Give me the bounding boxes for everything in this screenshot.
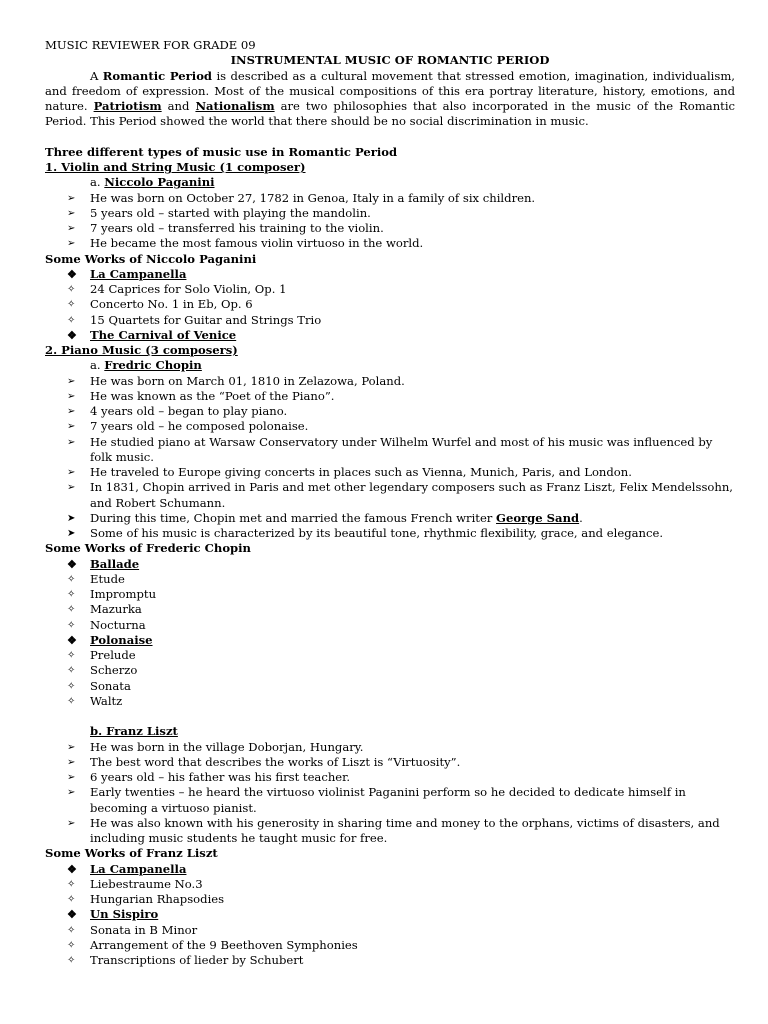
bullet-item: [45, 221, 735, 236]
arrow-bullet-icon: ➢: [67, 772, 76, 783]
bullet-text: Early twenties – he heard the virtuoso violinist Paganini perform so he decided to dedicate himself in becoming a virtuoso pianist.: [90, 785, 686, 815]
work-title: Waltz: [90, 693, 123, 708]
arrow-bullet-icon: ➢: [67, 817, 76, 829]
paganini-facts: [45, 191, 735, 252]
work-title: La Campanella: [90, 861, 187, 876]
arrow-bullet-icon: ➢: [67, 756, 76, 768]
arrow-bullet-icon: ➢: [67, 390, 76, 402]
bullet-text: In 1831, Chopin arrived in Paris and met other legendary composers such as Franz Liszt, Felix Mendelssohn, and Robert Schumann.: [90, 480, 733, 510]
arrow-bullet-icon: ➢: [67, 787, 76, 799]
composer-paganini: [45, 175, 735, 190]
work-item: [45, 938, 735, 953]
four-point-star-bullet-icon: ✧: [67, 573, 76, 585]
section-violin-heading: 1. Violin and String Music (1 composer): [45, 160, 306, 174]
work-title: Etude: [90, 571, 125, 586]
work-item: [45, 618, 735, 633]
work-item: [45, 953, 735, 968]
bullet-text: During this time, Chopin met and married the famous French writer: [90, 510, 493, 525]
bullet-text: 6 years old – his father was his first teacher.: [90, 770, 351, 784]
four-point-star-bullet-icon: ✧: [67, 955, 76, 966]
liszt-works: [45, 862, 735, 969]
term-nationalism: Nationalism: [195, 99, 275, 113]
work-title: Transcriptions of lieder by Schubert: [90, 953, 304, 967]
arrow-bullet-icon: ➤: [67, 512, 76, 524]
liszt-facts: [45, 740, 735, 847]
work-item: [45, 923, 735, 938]
work-title: La Campanella: [90, 266, 187, 281]
bullet-item: [45, 389, 735, 404]
arrow-bullet-icon: ➢: [67, 238, 76, 250]
arrow-bullet-icon: ➢: [67, 207, 76, 219]
bullet-item: [45, 404, 735, 419]
arrow-bullet-icon: ➢: [67, 406, 76, 417]
bullet-text: 7 years old – he composed polonaise.: [90, 419, 309, 434]
work-item: [45, 297, 735, 312]
paganini-works-heading: Some Works of Niccolo Paganini: [45, 251, 257, 266]
bullet-text: Some of his music is characterized by its beautiful tone, rhythmic flexibility, grace, and elegance.: [90, 526, 664, 540]
chopin-facts: [45, 374, 735, 511]
four-point-star-bullet-icon: ✧: [67, 604, 76, 616]
arrow-bullet-icon: ➢: [67, 421, 76, 433]
four-point-star-bullet-icon: ✧: [67, 284, 76, 295]
work-title: 24 Caprices for Solo Violin, Op. 1: [90, 282, 287, 296]
composer-chopin: [45, 358, 735, 373]
work-item: [45, 313, 735, 328]
intro-text: and: [167, 99, 190, 113]
bullet-item: [45, 465, 735, 480]
bullet-item: [45, 236, 735, 251]
four-point-star-bullet-icon: ✧: [67, 650, 76, 661]
work-title: Hungarian Rhapsodies: [90, 892, 225, 906]
work-item: [45, 679, 735, 694]
four-point-star-bullet-icon: ✧: [67, 589, 76, 600]
arrow-bullet-icon: ➢: [67, 741, 76, 753]
work-item: [45, 587, 735, 602]
bullet-item: [45, 435, 735, 466]
work-item: [45, 877, 735, 892]
bullet-item: [45, 480, 735, 511]
work-item: [45, 862, 735, 877]
work-title: Scherzo: [90, 663, 138, 678]
work-item: [45, 633, 735, 648]
composer-name: Fredric Chopin: [104, 358, 202, 373]
work-title: Mazurka: [90, 602, 142, 617]
term-george-sand: George Sand: [496, 510, 580, 525]
chopin-works: [45, 557, 735, 710]
bullet-text: He was born on October 27, 1782 in Genoa, Italy in a family of six children.: [90, 190, 536, 205]
bullet-item: [45, 511, 735, 526]
four-point-star-bullet-icon: ✧: [67, 695, 76, 707]
diamond-bullet-icon: ❖: [67, 862, 77, 876]
work-title: Impromptu: [90, 587, 157, 601]
bullet-item: [45, 374, 735, 389]
intro-text: are two philosophies that also incorporated in the music of the Romantic Period. This Period showed the world that there should be no social discrimination in music.: [45, 99, 736, 129]
document-header: MUSIC REVIEWER FOR GRADE 09: [45, 38, 256, 52]
bullet-text: He became the most famous violin virtuoso in the world.: [90, 236, 424, 251]
diamond-bullet-icon: ❖: [67, 328, 77, 342]
work-title: Concerto No. 1 in Eb, Op. 6: [90, 297, 253, 312]
bullet-text: 7 years old – transferred his training to the violin.: [90, 221, 384, 235]
bullet-item: [45, 816, 735, 847]
arrow-bullet-icon: ➢: [67, 192, 76, 204]
four-point-star-bullet-icon: ✧: [67, 680, 76, 692]
term-romantic-period: Romantic Period: [102, 68, 213, 83]
intro-paragraph: [45, 69, 735, 130]
composer-name: Niccolo Paganini: [104, 175, 215, 190]
section-piano-heading: 2. Piano Music (3 composers): [45, 343, 238, 357]
work-title: Polonaise: [90, 632, 153, 647]
four-point-star-bullet-icon: ✧: [67, 299, 76, 311]
work-title: Ballade: [90, 556, 140, 571]
work-title: Sonata in B Minor: [90, 922, 198, 937]
bullet-item: [45, 755, 735, 770]
bullet-text: He was known as the “Poet of the Piano”.: [90, 388, 335, 403]
bullet-text: He was born on March 01, 1810 in Zelazowa, Poland.: [90, 373, 405, 388]
four-point-star-bullet-icon: ✧: [67, 878, 76, 890]
work-item: [45, 602, 735, 617]
work-item: [45, 267, 735, 282]
four-point-star-bullet-icon: ✧: [67, 924, 76, 936]
work-title: Liebestraume No.3: [90, 876, 203, 891]
term-patriotism: Patriotism: [93, 99, 162, 113]
work-title: Sonata: [90, 678, 131, 693]
arrow-bullet-icon: ➢: [67, 375, 76, 387]
arrow-bullet-icon: ➢: [67, 482, 76, 494]
diamond-bullet-icon: ❖: [67, 633, 77, 647]
work-title: The Carnival of Venice: [90, 327, 237, 342]
arrow-bullet-icon: ➢: [67, 436, 76, 448]
bullet-text: He was born in the village Doborjan, Hungary.: [90, 739, 364, 754]
work-title: Prelude: [90, 648, 136, 662]
bullet-text: He traveled to Europe giving concerts in places such as Vienna, Munich, Paris, and London.: [90, 465, 632, 479]
work-item: [45, 892, 735, 907]
liszt-works-heading: Some Works of Franz Liszt: [45, 846, 218, 861]
four-point-star-bullet-icon: ✧: [67, 894, 76, 905]
four-point-star-bullet-icon: ✧: [67, 314, 76, 326]
composer-prefix: a.: [90, 358, 101, 373]
intro-text: A: [90, 68, 99, 83]
composer-liszt: b. Franz Liszt: [90, 724, 178, 739]
diamond-bullet-icon: ❖: [67, 267, 77, 281]
four-point-star-bullet-icon: ✧: [67, 619, 76, 631]
work-item: [45, 663, 735, 678]
arrow-bullet-icon: ➤: [67, 528, 76, 539]
bullet-text: 5 years old – started with playing the mandolin.: [90, 205, 371, 220]
arrow-bullet-icon: ➢: [67, 467, 76, 478]
work-item: [45, 572, 735, 587]
types-heading: Three different types of music use in Romantic Period: [45, 144, 398, 159]
bullet-item: [45, 740, 735, 755]
document-title: INSTRUMENTAL MUSIC OF ROMANTIC PERIOD: [230, 53, 550, 68]
diamond-bullet-icon: ❖: [67, 908, 77, 922]
work-item: [45, 694, 735, 709]
work-title: Un Sispiro: [90, 907, 159, 922]
work-item: [45, 328, 735, 343]
bullet-item: [45, 419, 735, 434]
intro-text: is described as a cultural movement that stressed emotion, imagination, individualism, and freedom of expression. Most of the musical compositions of this era portray literature, history, emotions, and nature.: [45, 68, 735, 113]
composer-prefix: a.: [90, 175, 101, 190]
four-point-star-bullet-icon: ✧: [67, 939, 76, 951]
work-item: [45, 557, 735, 572]
work-item: [45, 648, 735, 663]
work-item: [45, 282, 735, 297]
bullet-item: [45, 770, 735, 785]
diamond-bullet-icon: ❖: [67, 557, 77, 571]
bullet-text: .: [579, 510, 583, 525]
document-page: [45, 38, 735, 968]
arrow-bullet-icon: ➢: [67, 223, 76, 234]
bullet-text: 4 years old – began to play piano.: [90, 404, 288, 418]
work-title: Arrangement of the 9 Beethoven Symphonies: [90, 937, 358, 952]
four-point-star-bullet-icon: ✧: [67, 665, 76, 677]
work-title: Nocturna: [90, 617, 146, 632]
bullet-item: [45, 206, 735, 221]
work-title: 15 Quartets for Guitar and Strings Trio: [90, 312, 322, 327]
bullet-item: [45, 526, 735, 541]
bullet-item: [45, 191, 735, 206]
bullet-text: He was also known with his generosity in sharing time and money to the orphans, victims of disasters, and including music students he taught music for free.: [90, 815, 720, 845]
bullet-item: [45, 785, 735, 816]
bullet-text: The best word that describes the works of Liszt is “Virtuosity”.: [90, 754, 461, 769]
bullet-text: He studied piano at Warsaw Conservatory under Wilhelm Wurfel and most of his music was influenced by folk music.: [90, 434, 713, 464]
chopin-works-heading: Some Works of Frederic Chopin: [45, 541, 251, 556]
paganini-works: [45, 267, 735, 343]
work-item: [45, 907, 735, 922]
